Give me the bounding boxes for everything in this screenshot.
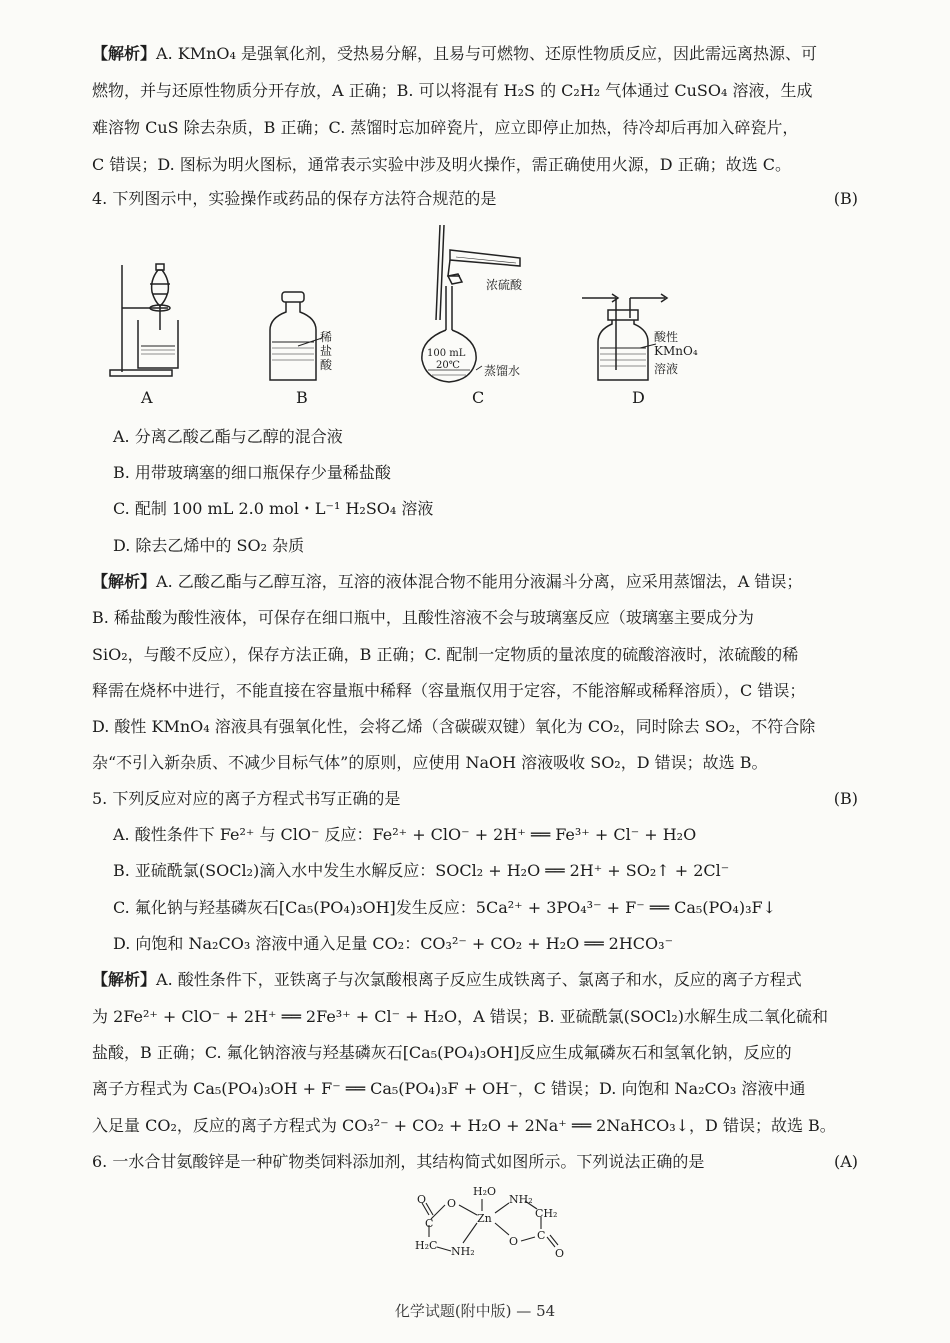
question-5-answer: (B) [833, 789, 858, 808]
structure-ch2-right: CH₂ [535, 1207, 558, 1220]
question-6-answer: (A) [833, 1152, 858, 1171]
question-4-option-a: A. 分离乙酸乙酯与乙醇的混合液 [113, 427, 343, 446]
figure-b-label: B [296, 388, 308, 407]
question-5-option-b: B. 亚硫酰氯(SOCl₂)滴入水中发生水解反应：SOCl₂ + H₂O ══ 2H⁺ + SO₂↑ + 2Cl⁻ [113, 861, 730, 880]
question-5-stem: 5. 下列反应对应的离子方程式书写正确的是 [92, 789, 401, 808]
explanation-q3-line-4: C 错误；D. 图标为明火图标，通常表示实验中涉及明火操作，需正确使用火源，D 正确；故选 C。 [92, 155, 792, 174]
structure-nh2-left: NH₂ [451, 1245, 475, 1258]
structure-c-left: C [425, 1217, 434, 1230]
structure-o-left: O [447, 1197, 457, 1210]
explanation-q4-line-5: D. 酸性 KMnO₄ 溶液具有强氧化性，会将乙烯（含碳碳双键）氧化为 CO₂，同时除去 SO₂，不符合除 [92, 717, 816, 736]
structure-o-right: O [509, 1235, 519, 1248]
figure-d-label: D [632, 388, 645, 407]
explanation-tag: 【解析】 [92, 44, 157, 63]
page-footer: 化学试题(附中版) — 54 [394, 1302, 556, 1320]
zinc-glycinate-structure [405, 1185, 580, 1265]
structure-zinc: Zn [477, 1212, 492, 1225]
figure-d-reagent-label-3: 溶液 [654, 362, 679, 376]
explanation-q3-line-2: 燃物，并与还原性物质分开存放，A 正确；B. 可以将混有 H₂S 的 C₂H₂ 气体通过 CuSO₄ 溶液，生成 [92, 81, 813, 100]
figure-a-label: A [141, 388, 153, 407]
question-4-answer: (B) [833, 189, 858, 208]
explanation-q5-line-2: 为 2Fe²⁺ + ClO⁻ + 2H⁺ ══ 2Fe³⁺ + Cl⁻ + H₂O，A 错误；B. 亚硫酰氯(SOCl₂)水解生成二氧化硫和 [92, 1007, 829, 1026]
structure-o-carbonyl-left: O [417, 1193, 427, 1206]
figure-a-drawing [110, 264, 178, 376]
explanation-q4-line-4: 释需在烧杯中进行，不能直接在容量瓶中稀释（容量瓶仅用于定容，不能溶解或稀释溶质），C 错误； [92, 681, 806, 700]
explanation-q3-line-3: 难溶物 CuS 除去杂质，B 正确；C. 蒸馏时忘加碎瓷片，应立即停止加热，待冷却后再加入碎瓷片， [92, 118, 799, 137]
figure-b-drawing [270, 292, 322, 380]
structure-nh2-right: NH₂ [509, 1193, 533, 1206]
figure-d-reagent-label-1: 酸性 [654, 330, 679, 344]
explanation-q5-line-4: 离子方程式为 Ca₅(PO₄)₃OH + F⁻ ══ Ca₅(PO₄)₃F + OH⁻，C 错误；D. 向饱和 Na₂CO₃ 溶液中通 [92, 1079, 806, 1098]
question-4-stem: 4. 下列图示中，实验操作或药品的保存方法符合规范的是 [92, 189, 497, 208]
structure-c-right: C [537, 1229, 546, 1242]
figure-c-flask-label-1: 100 mL [427, 348, 466, 359]
structure-o-carbonyl-right: O [555, 1247, 565, 1260]
question-6-stem: 6. 一水合甘氨酸锌是一种矿物类饲料添加剂，其结构简式如图所示。下列说法正确的是 [92, 1152, 705, 1171]
explanation-q4-line-3: SiO₂，与酸不反应），保存方法正确，B 正确；C. 配制一定物质的量浓度的硫酸溶液时，浓硫酸的稀 [92, 645, 799, 664]
figure-b-side-label: 稀盐酸 [319, 330, 332, 372]
explanation-q5-line-5: 入足量 CO₂，反应的离子方程式为 CO₃²⁻ + CO₂ + H₂O + 2Na⁺ ══ 2NaHCO₃↓，D 错误；故选 B。 [92, 1116, 836, 1135]
figure-c-acid-label: 浓硫酸 [486, 278, 523, 292]
explanation-q3-line-1: 【解析】A. KMnO₄ 是强氧化剂，受热易分解，且易与可燃物、还原性物质反应，因此需远离热源、可 [92, 44, 818, 63]
question-5-option-c: C. 氟化钠与羟基磷灰石[Ca₅(PO₄)₃OH]发生反应：5Ca²⁺ + 3PO₄³⁻ + F⁻ ══ Ca₅(PO₄)₃F↓ [113, 898, 776, 917]
explanation-q5-line-1: 【解析】A. 酸性条件下，亚铁离子与次氯酸根离子反应生成铁离子、氯离子和水，反应的离子方程式 [92, 970, 802, 989]
figure-c-flask-label-2: 20℃ [436, 360, 460, 371]
figure-d-reagent-label-2: KMnO₄ [654, 344, 698, 358]
explanation-q4-line-1: 【解析】A. 乙酸乙酯与乙醇互溶，互溶的液体混合物不能用分液漏斗分离，应采用蒸馏法，A 错误； [92, 572, 803, 591]
question-4-option-b: B. 用带玻璃塞的细口瓶保存少量稀盐酸 [113, 463, 391, 482]
explanation-q4-line-6: 杂“不引入新杂质、不减少目标气体”的原则，应使用 NaOH 溶液吸收 SO₂，D 错误；故选 B。 [92, 753, 768, 772]
figure-c-water-label: 蒸馏水 [484, 364, 521, 378]
structure-ch2-left: H₂C [415, 1239, 438, 1252]
structure-water: H₂O [473, 1185, 497, 1198]
question-5-option-d: D. 向饱和 Na₂CO₃ 溶液中通入足量 CO₂：CO₃²⁻ + CO₂ + H₂O ══ 2HCO₃⁻ [113, 934, 674, 953]
explanation-q4-line-2: B. 稀盐酸为酸性液体，可保存在细口瓶中，且酸性溶液不会与玻璃塞反应（玻璃塞主要成分为 [92, 608, 754, 627]
question-5-option-a: A. 酸性条件下 Fe²⁺ 与 ClO⁻ 反应：Fe²⁺ + ClO⁻ + 2H⁺ ══ Fe³⁺ + Cl⁻ + H₂O [113, 825, 697, 844]
figure-c-label: C [472, 388, 485, 407]
question-4-option-c: C. 配制 100 mL 2.0 mol・L⁻¹ H₂SO₄ 溶液 [113, 499, 434, 518]
question-4-option-d: D. 除去乙烯中的 SO₂ 杂质 [113, 536, 305, 555]
explanation-q5-line-3: 盐酸，B 正确；C. 氟化钠溶液与羟基磷灰石[Ca₅(PO₄)₃OH]反应生成氟磷灰石和氢氧化钠，反应的 [92, 1043, 792, 1062]
question-4-figures [100, 220, 740, 420]
